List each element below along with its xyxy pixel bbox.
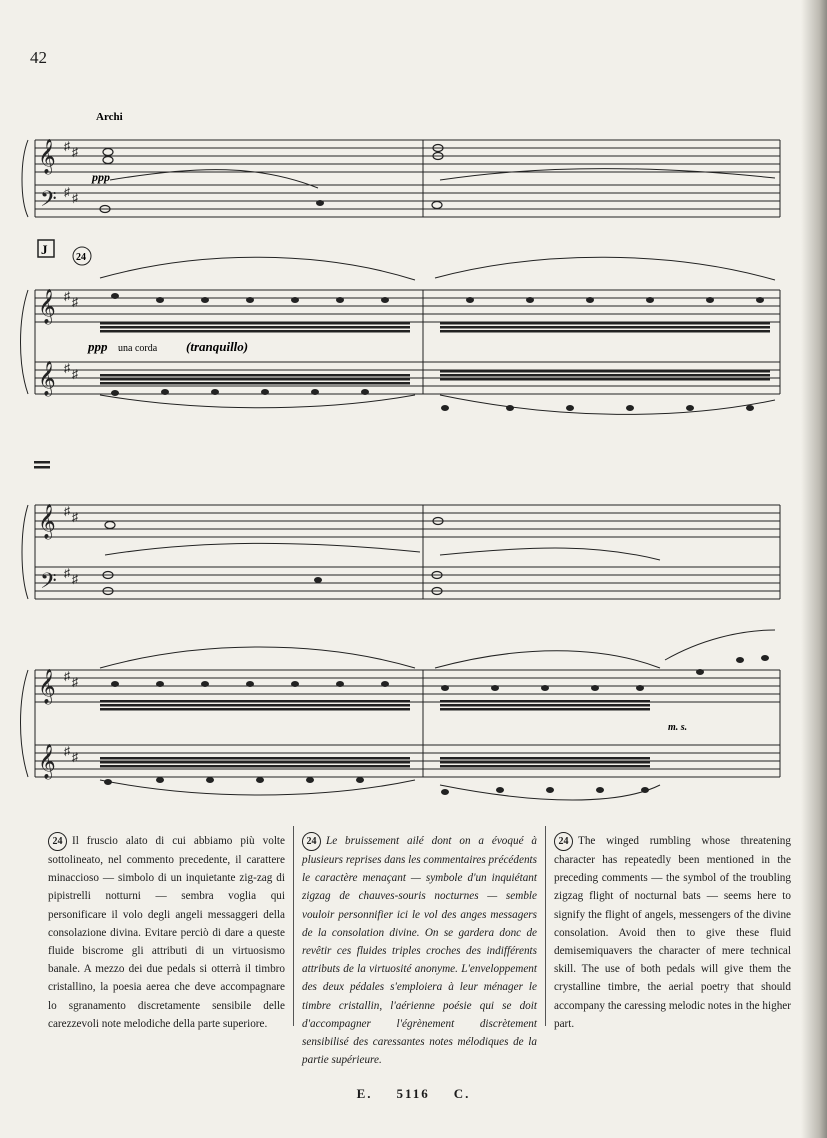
- svg-text:♯: ♯: [72, 295, 78, 309]
- annotation-italian: [40, 826, 293, 1030]
- annotation-french: [293, 826, 546, 1067]
- annotation-english-text: The winged rumbling whose threatening character has repeatedly been mentioned in the preceding comments — the symbol of the troubling zigzag flight of nocturnal bats — seems here to signify the flight of angels, messengers of the divine consolation. Avoid then to give these fluid demisemiquavers the character of mere technical skill. The use of both pedals will give them the crystalline timbre, the aerial poetry that should accompany the caressing melodic notes in the higher part.: [554, 835, 791, 1030]
- bass-clef: 𝄢: [40, 187, 57, 216]
- svg-text:♯: ♯: [64, 289, 70, 303]
- una-corda-marking: una corda: [118, 343, 158, 354]
- system-1-piano: [21, 257, 781, 414]
- svg-text:♯: ♯: [72, 367, 78, 381]
- beams-s2-rh: [100, 700, 650, 711]
- svg-text:♯: ♯: [72, 572, 78, 586]
- bass-clef: 𝄢: [40, 569, 57, 598]
- publisher-footer: [0, 1086, 827, 1102]
- treble-clef: 𝄞: [38, 362, 56, 395]
- instrument-label: Archi: [96, 111, 123, 123]
- system-separator: [34, 461, 50, 469]
- annotation-columns: [40, 826, 800, 1067]
- system-2-strings: [22, 505, 780, 599]
- beams-s2-lh: [100, 757, 650, 768]
- svg-text:♯: ♯: [64, 566, 70, 580]
- rehearsal-mark: J: [41, 242, 48, 257]
- mano-sinistra-marking: m. s.: [668, 722, 688, 733]
- annotation-marker: 24: [302, 832, 321, 851]
- svg-text:♯: ♯: [64, 744, 70, 758]
- svg-text:♯: ♯: [72, 750, 78, 764]
- svg-text:♯: ♯: [64, 139, 70, 153]
- beams-s1-lh: [100, 370, 770, 385]
- annotation-marker: 24: [48, 832, 67, 851]
- footer-right: C.: [453, 1086, 471, 1101]
- treble-clef: 𝄞: [38, 745, 56, 778]
- treble-clef: 𝄞: [38, 290, 56, 323]
- svg-text:♯: ♯: [64, 361, 70, 375]
- dynamic-ppp: ppp: [88, 339, 108, 354]
- treble-clef: 𝄞: [38, 505, 56, 538]
- annotation-marker: 24: [554, 832, 573, 851]
- svg-text:♯: ♯: [72, 191, 78, 205]
- annotation-english: [546, 826, 799, 1030]
- footer-number: 5116: [396, 1086, 430, 1101]
- page-number: 42: [30, 48, 47, 67]
- beams-s1-rh: [100, 322, 770, 333]
- svg-text:♯: ♯: [64, 185, 70, 199]
- svg-text:♯: ♯: [64, 669, 70, 683]
- svg-text:♯: ♯: [72, 510, 78, 524]
- system-2-piano: [21, 630, 781, 800]
- annotation-french-text: Le bruissement ailé dont on a évoqué à plusieurs reprises dans les commentaires précédents le caractère menaçant — symbole d'un inquiétant zigzag de chauves-souris nocturnes — semble vouloir personnifier ici le vol des anges messagers de la consolation divine. On se gardera donc de revêtir ces fluides triples croches des indifférents attributs de la virtuosité anonyme. L'enveloppement des deux pédales s'emploiera à leur ménager le timbre cristallin, l'aérienne poésie qui se doit d'accompagner l'égrènement discrètement sensibilisé des caressantes notes mélodiques de la partie supérieure.: [302, 835, 538, 1067]
- tempo-marking: (tranquillo): [186, 339, 249, 354]
- footer-left: E.: [356, 1086, 373, 1101]
- system-1-strings: [22, 140, 780, 217]
- svg-text:♯: ♯: [64, 504, 70, 518]
- treble-clef: 𝄞: [38, 140, 56, 173]
- svg-text:♯: ♯: [72, 675, 78, 689]
- svg-text:♯: ♯: [72, 145, 78, 159]
- circled-number: 24: [76, 252, 86, 263]
- treble-clef: 𝄞: [38, 670, 56, 703]
- dynamic-ppp: ppp: [92, 170, 110, 184]
- annotation-italian-text: Il fruscio alato di cui abbiamo più volte sottolineato, nel commento precedente, il carattere minaccioso — simbolo di un inquietante zig-zag di pipistrelli notturni — sembra voglia qui personificare il volo degli angeli messaggeri della consolazione divina. Evitare perciò di dare a queste fluide biscrome gli attributi di un virtuosismo banale. A mezzo dei due pedals si otterrà il timbro cristallino, la poesia aerea che deve accompagnare lo sgranamento discretamente sensibile delle carezzevoli note melodiche della parte superiore.: [48, 835, 285, 1030]
